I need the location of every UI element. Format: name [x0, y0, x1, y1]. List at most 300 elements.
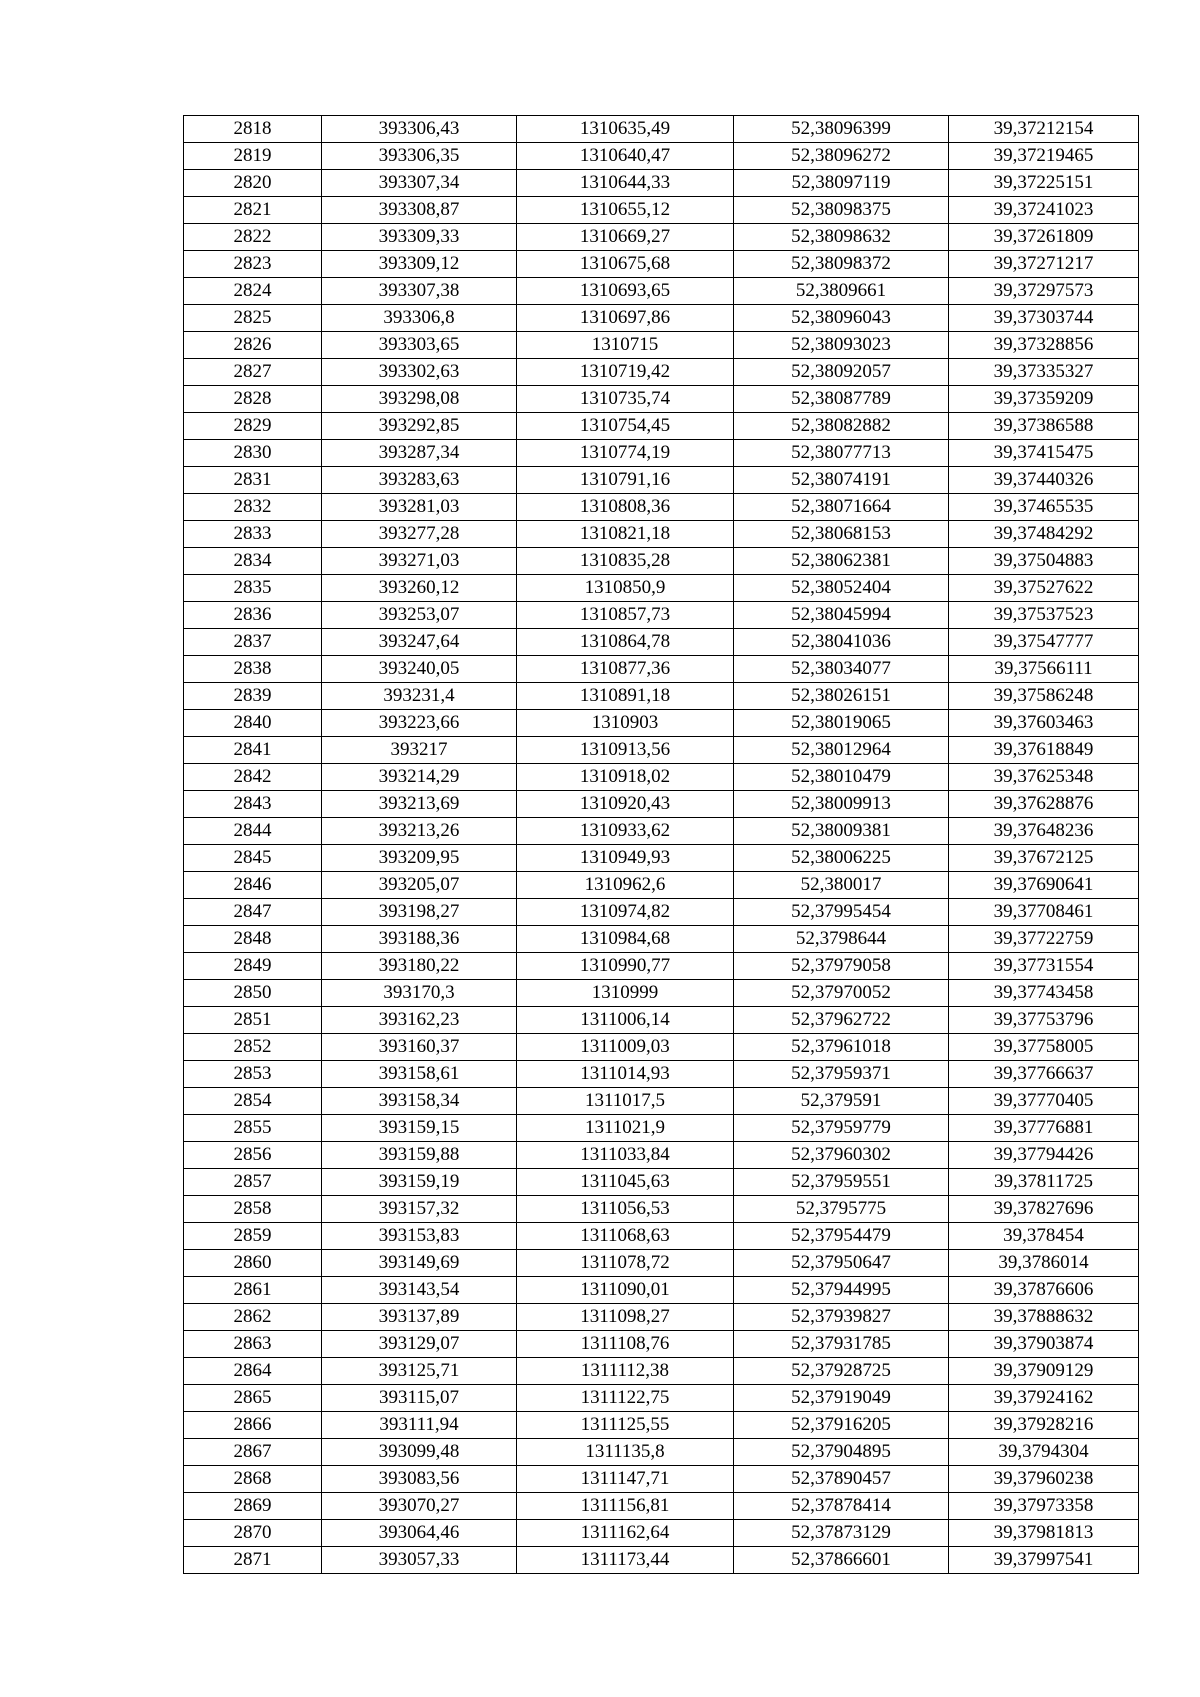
longitude-cell: 39,37415475	[949, 440, 1139, 467]
table-row	[184, 278, 1139, 305]
table-row	[184, 224, 1139, 251]
y-coordinate-cell: 1311173,44	[517, 1547, 734, 1574]
y-coordinate-cell: 1310857,73	[517, 602, 734, 629]
latitude-cell: 52,37979058	[734, 953, 949, 980]
latitude-cell: 52,37878414	[734, 1493, 949, 1520]
point-number-cell: 2820	[184, 170, 322, 197]
y-coordinate-cell: 1310693,65	[517, 278, 734, 305]
longitude-cell: 39,37271217	[949, 251, 1139, 278]
latitude-cell: 52,38009381	[734, 818, 949, 845]
table-row	[184, 1034, 1139, 1061]
point-number-cell: 2871	[184, 1547, 322, 1574]
point-number-cell: 2864	[184, 1358, 322, 1385]
point-number-cell: 2818	[184, 116, 322, 143]
x-coordinate-cell: 393306,35	[322, 143, 517, 170]
y-coordinate-cell: 1311021,9	[517, 1115, 734, 1142]
table-row	[184, 1466, 1139, 1493]
y-coordinate-cell: 1311090,01	[517, 1277, 734, 1304]
longitude-cell: 39,37690641	[949, 872, 1139, 899]
latitude-cell: 52,38052404	[734, 575, 949, 602]
y-coordinate-cell: 1310903	[517, 710, 734, 737]
point-number-cell: 2844	[184, 818, 322, 845]
longitude-cell: 39,37527622	[949, 575, 1139, 602]
latitude-cell: 52,37944995	[734, 1277, 949, 1304]
point-number-cell: 2863	[184, 1331, 322, 1358]
latitude-cell: 52,37961018	[734, 1034, 949, 1061]
longitude-cell: 39,37625348	[949, 764, 1139, 791]
latitude-cell: 52,38097119	[734, 170, 949, 197]
longitude-cell: 39,37928216	[949, 1412, 1139, 1439]
coordinates-table-body	[184, 116, 1139, 1574]
point-number-cell: 2823	[184, 251, 322, 278]
latitude-cell: 52,38041036	[734, 629, 949, 656]
table-row	[184, 1304, 1139, 1331]
latitude-cell: 52,37928725	[734, 1358, 949, 1385]
latitude-cell: 52,38098632	[734, 224, 949, 251]
table-row	[184, 683, 1139, 710]
y-coordinate-cell: 1310697,86	[517, 305, 734, 332]
table-row	[184, 440, 1139, 467]
x-coordinate-cell: 393253,07	[322, 602, 517, 629]
x-coordinate-cell: 393159,19	[322, 1169, 517, 1196]
x-coordinate-cell: 393292,85	[322, 413, 517, 440]
x-coordinate-cell: 393283,63	[322, 467, 517, 494]
x-coordinate-cell: 393143,54	[322, 1277, 517, 1304]
latitude-cell: 52,38087789	[734, 386, 949, 413]
x-coordinate-cell: 393198,27	[322, 899, 517, 926]
x-coordinate-cell: 393306,43	[322, 116, 517, 143]
y-coordinate-cell: 1310715	[517, 332, 734, 359]
point-number-cell: 2850	[184, 980, 322, 1007]
longitude-cell: 39,37386588	[949, 413, 1139, 440]
y-coordinate-cell: 1310640,47	[517, 143, 734, 170]
latitude-cell: 52,38096272	[734, 143, 949, 170]
y-coordinate-cell: 1311112,38	[517, 1358, 734, 1385]
longitude-cell: 39,37753796	[949, 1007, 1139, 1034]
x-coordinate-cell: 393213,26	[322, 818, 517, 845]
x-coordinate-cell: 393159,88	[322, 1142, 517, 1169]
latitude-cell: 52,3795775	[734, 1196, 949, 1223]
y-coordinate-cell: 1310949,93	[517, 845, 734, 872]
x-coordinate-cell: 393287,34	[322, 440, 517, 467]
y-coordinate-cell: 1310735,74	[517, 386, 734, 413]
point-number-cell: 2860	[184, 1250, 322, 1277]
x-coordinate-cell: 393298,08	[322, 386, 517, 413]
x-coordinate-cell: 393217	[322, 737, 517, 764]
table-row	[184, 1169, 1139, 1196]
x-coordinate-cell: 393115,07	[322, 1385, 517, 1412]
y-coordinate-cell: 1310877,36	[517, 656, 734, 683]
point-number-cell: 2819	[184, 143, 322, 170]
x-coordinate-cell: 393153,83	[322, 1223, 517, 1250]
longitude-cell: 39,37743458	[949, 980, 1139, 1007]
longitude-cell: 39,37628876	[949, 791, 1139, 818]
longitude-cell: 39,378454	[949, 1223, 1139, 1250]
longitude-cell: 39,37924162	[949, 1385, 1139, 1412]
x-coordinate-cell: 393137,89	[322, 1304, 517, 1331]
latitude-cell: 52,37954479	[734, 1223, 949, 1250]
point-number-cell: 2849	[184, 953, 322, 980]
longitude-cell: 39,37219465	[949, 143, 1139, 170]
latitude-cell: 52,38006225	[734, 845, 949, 872]
longitude-cell: 39,37440326	[949, 467, 1139, 494]
table-row	[184, 197, 1139, 224]
latitude-cell: 52,37960302	[734, 1142, 949, 1169]
y-coordinate-cell: 1310920,43	[517, 791, 734, 818]
longitude-cell: 39,37297573	[949, 278, 1139, 305]
latitude-cell: 52,38098375	[734, 197, 949, 224]
latitude-cell: 52,38098372	[734, 251, 949, 278]
y-coordinate-cell: 1311098,27	[517, 1304, 734, 1331]
y-coordinate-cell: 1310933,62	[517, 818, 734, 845]
longitude-cell: 39,37504883	[949, 548, 1139, 575]
y-coordinate-cell: 1310719,42	[517, 359, 734, 386]
longitude-cell: 39,37903874	[949, 1331, 1139, 1358]
y-coordinate-cell: 1310644,33	[517, 170, 734, 197]
table-row	[184, 872, 1139, 899]
point-number-cell: 2861	[184, 1277, 322, 1304]
x-coordinate-cell: 393223,66	[322, 710, 517, 737]
table-row	[184, 602, 1139, 629]
y-coordinate-cell: 1310984,68	[517, 926, 734, 953]
latitude-cell: 52,38010479	[734, 764, 949, 791]
longitude-cell: 39,37537523	[949, 602, 1139, 629]
point-number-cell: 2836	[184, 602, 322, 629]
table-row	[184, 413, 1139, 440]
table-row	[184, 953, 1139, 980]
table-row	[184, 359, 1139, 386]
y-coordinate-cell: 1310675,68	[517, 251, 734, 278]
y-coordinate-cell: 1310655,12	[517, 197, 734, 224]
x-coordinate-cell: 393099,48	[322, 1439, 517, 1466]
table-row	[184, 1196, 1139, 1223]
y-coordinate-cell: 1310635,49	[517, 116, 734, 143]
latitude-cell: 52,37873129	[734, 1520, 949, 1547]
latitude-cell: 52,38082882	[734, 413, 949, 440]
table-row	[184, 791, 1139, 818]
point-number-cell: 2828	[184, 386, 322, 413]
latitude-cell: 52,37890457	[734, 1466, 949, 1493]
point-number-cell: 2840	[184, 710, 322, 737]
table-row	[184, 1520, 1139, 1547]
point-number-cell: 2869	[184, 1493, 322, 1520]
longitude-cell: 39,37212154	[949, 116, 1139, 143]
x-coordinate-cell: 393188,36	[322, 926, 517, 953]
x-coordinate-cell: 393309,12	[322, 251, 517, 278]
point-number-cell: 2833	[184, 521, 322, 548]
table-row	[184, 656, 1139, 683]
table-row	[184, 1088, 1139, 1115]
longitude-cell: 39,37770405	[949, 1088, 1139, 1115]
latitude-cell: 52,37916205	[734, 1412, 949, 1439]
longitude-cell: 39,37981813	[949, 1520, 1139, 1547]
latitude-cell: 52,37959551	[734, 1169, 949, 1196]
point-number-cell: 2835	[184, 575, 322, 602]
longitude-cell: 39,37909129	[949, 1358, 1139, 1385]
longitude-cell: 39,37648236	[949, 818, 1139, 845]
latitude-cell: 52,37959371	[734, 1061, 949, 1088]
table-row	[184, 251, 1139, 278]
table-row	[184, 1223, 1139, 1250]
point-number-cell: 2826	[184, 332, 322, 359]
x-coordinate-cell: 393159,15	[322, 1115, 517, 1142]
latitude-cell: 52,37970052	[734, 980, 949, 1007]
point-number-cell: 2831	[184, 467, 322, 494]
latitude-cell: 52,38092057	[734, 359, 949, 386]
x-coordinate-cell: 393158,61	[322, 1061, 517, 1088]
table-row	[184, 710, 1139, 737]
latitude-cell: 52,38068153	[734, 521, 949, 548]
table-row	[184, 116, 1139, 143]
x-coordinate-cell: 393209,95	[322, 845, 517, 872]
latitude-cell: 52,38074191	[734, 467, 949, 494]
point-number-cell: 2859	[184, 1223, 322, 1250]
y-coordinate-cell: 1310918,02	[517, 764, 734, 791]
x-coordinate-cell: 393129,07	[322, 1331, 517, 1358]
x-coordinate-cell: 393205,07	[322, 872, 517, 899]
latitude-cell: 52,38096043	[734, 305, 949, 332]
table-row	[184, 1142, 1139, 1169]
latitude-cell: 52,37904895	[734, 1439, 949, 1466]
longitude-cell: 39,3786014	[949, 1250, 1139, 1277]
longitude-cell: 39,37973358	[949, 1493, 1139, 1520]
latitude-cell: 52,37959779	[734, 1115, 949, 1142]
longitude-cell: 39,37465535	[949, 494, 1139, 521]
longitude-cell: 39,37547777	[949, 629, 1139, 656]
y-coordinate-cell: 1311135,8	[517, 1439, 734, 1466]
point-number-cell: 2834	[184, 548, 322, 575]
latitude-cell: 52,38071664	[734, 494, 949, 521]
longitude-cell: 39,37794426	[949, 1142, 1139, 1169]
table-row	[184, 1358, 1139, 1385]
longitude-cell: 39,37672125	[949, 845, 1139, 872]
y-coordinate-cell: 1310891,18	[517, 683, 734, 710]
latitude-cell: 52,38045994	[734, 602, 949, 629]
point-number-cell: 2842	[184, 764, 322, 791]
x-coordinate-cell: 393111,94	[322, 1412, 517, 1439]
table-row	[184, 899, 1139, 926]
y-coordinate-cell: 1310864,78	[517, 629, 734, 656]
table-row	[184, 1250, 1139, 1277]
y-coordinate-cell: 1310821,18	[517, 521, 734, 548]
longitude-cell: 39,37618849	[949, 737, 1139, 764]
table-row	[184, 170, 1139, 197]
y-coordinate-cell: 1310962,6	[517, 872, 734, 899]
point-number-cell: 2857	[184, 1169, 322, 1196]
table-row	[184, 305, 1139, 332]
point-number-cell: 2865	[184, 1385, 322, 1412]
latitude-cell: 52,38062381	[734, 548, 949, 575]
point-number-cell: 2848	[184, 926, 322, 953]
table-row	[184, 926, 1139, 953]
x-coordinate-cell: 393307,38	[322, 278, 517, 305]
y-coordinate-cell: 1310990,77	[517, 953, 734, 980]
point-number-cell: 2845	[184, 845, 322, 872]
point-number-cell: 2841	[184, 737, 322, 764]
latitude-cell: 52,37962722	[734, 1007, 949, 1034]
y-coordinate-cell: 1311147,71	[517, 1466, 734, 1493]
x-coordinate-cell: 393260,12	[322, 575, 517, 602]
longitude-cell: 39,37758005	[949, 1034, 1139, 1061]
longitude-cell: 39,37603463	[949, 710, 1139, 737]
table-row	[184, 386, 1139, 413]
point-number-cell: 2870	[184, 1520, 322, 1547]
table-row	[184, 1277, 1139, 1304]
y-coordinate-cell: 1311056,53	[517, 1196, 734, 1223]
y-coordinate-cell: 1311014,93	[517, 1061, 734, 1088]
table-row	[184, 332, 1139, 359]
x-coordinate-cell: 393157,32	[322, 1196, 517, 1223]
x-coordinate-cell: 393213,69	[322, 791, 517, 818]
table-row	[184, 818, 1139, 845]
x-coordinate-cell: 393160,37	[322, 1034, 517, 1061]
x-coordinate-cell: 393307,34	[322, 170, 517, 197]
x-coordinate-cell: 393308,87	[322, 197, 517, 224]
longitude-cell: 39,37731554	[949, 953, 1139, 980]
longitude-cell: 39,3794304	[949, 1439, 1139, 1466]
longitude-cell: 39,37876606	[949, 1277, 1139, 1304]
longitude-cell: 39,37776881	[949, 1115, 1139, 1142]
latitude-cell: 52,38034077	[734, 656, 949, 683]
latitude-cell: 52,38012964	[734, 737, 949, 764]
table-row	[184, 521, 1139, 548]
x-coordinate-cell: 393125,71	[322, 1358, 517, 1385]
point-number-cell: 2825	[184, 305, 322, 332]
longitude-cell: 39,37303744	[949, 305, 1139, 332]
x-coordinate-cell: 393162,23	[322, 1007, 517, 1034]
table-row	[184, 1439, 1139, 1466]
x-coordinate-cell: 393064,46	[322, 1520, 517, 1547]
table-row	[184, 764, 1139, 791]
longitude-cell: 39,37811725	[949, 1169, 1139, 1196]
latitude-cell: 52,379591	[734, 1088, 949, 1115]
table-row	[184, 1061, 1139, 1088]
latitude-cell: 52,380017	[734, 872, 949, 899]
x-coordinate-cell: 393170,3	[322, 980, 517, 1007]
latitude-cell: 52,38096399	[734, 116, 949, 143]
point-number-cell: 2862	[184, 1304, 322, 1331]
latitude-cell: 52,37995454	[734, 899, 949, 926]
point-number-cell: 2824	[184, 278, 322, 305]
y-coordinate-cell: 1311017,5	[517, 1088, 734, 1115]
x-coordinate-cell: 393149,69	[322, 1250, 517, 1277]
x-coordinate-cell: 393303,65	[322, 332, 517, 359]
y-coordinate-cell: 1310999	[517, 980, 734, 1007]
longitude-cell: 39,37261809	[949, 224, 1139, 251]
longitude-cell: 39,37328856	[949, 332, 1139, 359]
y-coordinate-cell: 1311006,14	[517, 1007, 734, 1034]
latitude-cell: 52,38026151	[734, 683, 949, 710]
x-coordinate-cell: 393231,4	[322, 683, 517, 710]
x-coordinate-cell: 393070,27	[322, 1493, 517, 1520]
table-row	[184, 575, 1139, 602]
point-number-cell: 2837	[184, 629, 322, 656]
y-coordinate-cell: 1311108,76	[517, 1331, 734, 1358]
y-coordinate-cell: 1310850,9	[517, 575, 734, 602]
latitude-cell: 52,3798644	[734, 926, 949, 953]
x-coordinate-cell: 393281,03	[322, 494, 517, 521]
longitude-cell: 39,37766637	[949, 1061, 1139, 1088]
y-coordinate-cell: 1310913,56	[517, 737, 734, 764]
y-coordinate-cell: 1310774,19	[517, 440, 734, 467]
point-number-cell: 2866	[184, 1412, 322, 1439]
x-coordinate-cell: 393277,28	[322, 521, 517, 548]
x-coordinate-cell: 393180,22	[322, 953, 517, 980]
longitude-cell: 39,37708461	[949, 899, 1139, 926]
latitude-cell: 52,38077713	[734, 440, 949, 467]
longitude-cell: 39,37359209	[949, 386, 1139, 413]
longitude-cell: 39,37484292	[949, 521, 1139, 548]
table-row	[184, 629, 1139, 656]
longitude-cell: 39,37960238	[949, 1466, 1139, 1493]
x-coordinate-cell: 393158,34	[322, 1088, 517, 1115]
y-coordinate-cell: 1311162,64	[517, 1520, 734, 1547]
table-row	[184, 737, 1139, 764]
y-coordinate-cell: 1311068,63	[517, 1223, 734, 1250]
table-row	[184, 1412, 1139, 1439]
y-coordinate-cell: 1311045,63	[517, 1169, 734, 1196]
table-row	[184, 1493, 1139, 1520]
point-number-cell: 2846	[184, 872, 322, 899]
y-coordinate-cell: 1311122,75	[517, 1385, 734, 1412]
table-row	[184, 845, 1139, 872]
point-number-cell: 2832	[184, 494, 322, 521]
x-coordinate-cell: 393057,33	[322, 1547, 517, 1574]
point-number-cell: 2867	[184, 1439, 322, 1466]
x-coordinate-cell: 393247,64	[322, 629, 517, 656]
latitude-cell: 52,37931785	[734, 1331, 949, 1358]
latitude-cell: 52,38093023	[734, 332, 949, 359]
x-coordinate-cell: 393240,05	[322, 656, 517, 683]
latitude-cell: 52,37866601	[734, 1547, 949, 1574]
latitude-cell: 52,37919049	[734, 1385, 949, 1412]
point-number-cell: 2822	[184, 224, 322, 251]
y-coordinate-cell: 1310754,45	[517, 413, 734, 440]
point-number-cell: 2858	[184, 1196, 322, 1223]
point-number-cell: 2868	[184, 1466, 322, 1493]
y-coordinate-cell: 1310669,27	[517, 224, 734, 251]
latitude-cell: 52,38009913	[734, 791, 949, 818]
coordinates-table	[183, 115, 1139, 1574]
y-coordinate-cell: 1311033,84	[517, 1142, 734, 1169]
point-number-cell: 2843	[184, 791, 322, 818]
table-row	[184, 548, 1139, 575]
point-number-cell: 2821	[184, 197, 322, 224]
x-coordinate-cell: 393083,56	[322, 1466, 517, 1493]
point-number-cell: 2838	[184, 656, 322, 683]
latitude-cell: 52,37939827	[734, 1304, 949, 1331]
table-row	[184, 1385, 1139, 1412]
table-row	[184, 1547, 1139, 1574]
x-coordinate-cell: 393271,03	[322, 548, 517, 575]
point-number-cell: 2856	[184, 1142, 322, 1169]
longitude-cell: 39,37241023	[949, 197, 1139, 224]
longitude-cell: 39,37586248	[949, 683, 1139, 710]
x-coordinate-cell: 393306,8	[322, 305, 517, 332]
longitude-cell: 39,37225151	[949, 170, 1139, 197]
latitude-cell: 52,3809661	[734, 278, 949, 305]
y-coordinate-cell: 1311078,72	[517, 1250, 734, 1277]
point-number-cell: 2853	[184, 1061, 322, 1088]
y-coordinate-cell: 1310791,16	[517, 467, 734, 494]
point-number-cell: 2852	[184, 1034, 322, 1061]
point-number-cell: 2851	[184, 1007, 322, 1034]
point-number-cell: 2830	[184, 440, 322, 467]
y-coordinate-cell: 1310974,82	[517, 899, 734, 926]
point-number-cell: 2855	[184, 1115, 322, 1142]
table-row	[184, 1007, 1139, 1034]
x-coordinate-cell: 393214,29	[322, 764, 517, 791]
